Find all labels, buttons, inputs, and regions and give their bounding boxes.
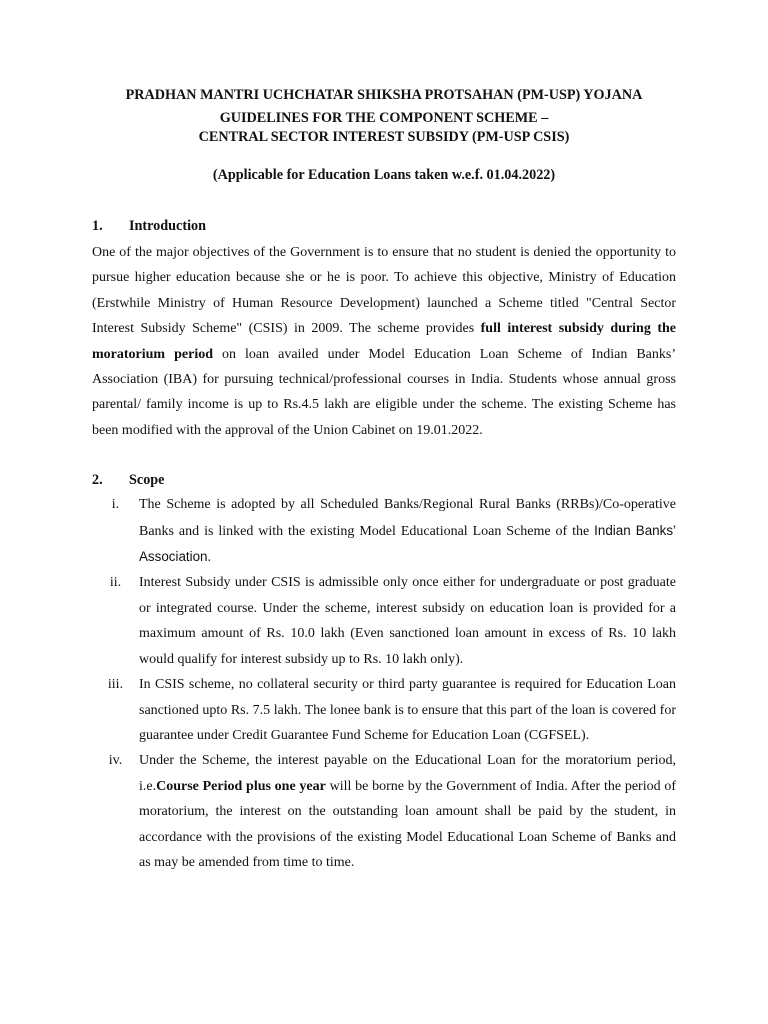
list-item (92, 672, 676, 748)
item-bold-text: Course Period plus one year (156, 778, 326, 794)
list-item (92, 748, 676, 875)
list-item-text (139, 492, 676, 570)
introduction-paragraph (92, 240, 676, 443)
list-item (92, 570, 676, 672)
section-number: 1. (92, 218, 103, 234)
guidelines-title-line2: CENTRAL SECTOR INTEREST SUBSIDY (PM-USP CSIS) (198, 129, 570, 145)
list-item (92, 492, 676, 570)
list-numeral: iv. (108, 753, 123, 769)
list-numeral: iii. (107, 677, 124, 693)
list-item-text (139, 748, 676, 875)
scope-list (92, 492, 676, 875)
intro-bold-text: full interest subsidy during the moratorium period (92, 321, 676, 362)
section-title: Introduction (129, 218, 206, 234)
list-item-text: Interest Subsidy under CSIS is admissible only once either for undergraduate or post graduate or integrated course. Under the scheme, interest subsidy on education loan is provided for a maximum amount of Rs. 10.0 lakh (Even sanctioned loan amount in excess of Rs. 10 lakh would qualify for interest subsidy up to Rs. 10 lakh only). (139, 575, 676, 667)
applicability-note: (Applicable for Education Loans taken w.e.f. 01.04.2022) (212, 167, 556, 183)
intro-text-start: One of the major objectives of the Government is to ensure that no student is denied the opportunity to pursue higher education because she or he is poor. To achieve this objective, Ministry of Education (Erstwhile Ministry of Human Resource Development) launched a Scheme titled "Central Sector Interest Subsidy Scheme" (CSIS) in 2009. The scheme provides (92, 245, 676, 337)
document-title: PRADHAN MANTRI UCHCHATAR SHIKSHA PROTSAHAN (PM-USP) YOJANA (125, 87, 643, 103)
item-text-end: . (207, 550, 211, 566)
item-text: Under the Scheme, the interest payable on the Educational Loan for the moratorium period, i.e. (139, 753, 676, 794)
list-numeral: ii. (109, 575, 122, 591)
section-heading-introduction (92, 216, 676, 236)
list-numeral: i. (111, 497, 120, 513)
list-item-text: In CSIS scheme, no collateral security or third party guarantee is required for Education Loan sanctioned upto Rs. 7.5 lakh. The lonee bank is to ensure that this part of the loan is covered for guarantee under Credit Guarantee Fund Scheme for Education Loan (CGFSEL). (139, 677, 676, 743)
section-title: Scope (129, 472, 165, 489)
intro-text-end: on loan availed under Model Education Loan Scheme of Indian Banks’ Association (IBA) for pursuing technical/professional courses in India. Students whose annual gross parental/ family income is up to Rs.4.5 lakh are eligible under the scheme. The existing Scheme has been modified with the approval of the Union Cabinet on 19.01.2022. (92, 346, 676, 438)
item-sans-text: Indian Banks’ Association (139, 522, 676, 565)
item-text-end: will be borne by the Government of India. After the period of moratorium, the interest on the outstanding loan amount shall be paid by the student, in accordance with the provisions of the existing Model Educational Loan Scheme of Banks and as may be amended from time to time. (139, 778, 676, 870)
guidelines-title-line1: GUIDELINES FOR THE COMPONENT SCHEME – (219, 110, 549, 126)
section-heading-scope (92, 470, 676, 490)
item-text: The Scheme is adopted by all Scheduled Banks/Regional Rural Banks (RRBs)/Co-operative Banks and is linked with the existing Model Educational Loan Scheme of the (139, 497, 676, 539)
section-number: 2. (92, 472, 103, 489)
